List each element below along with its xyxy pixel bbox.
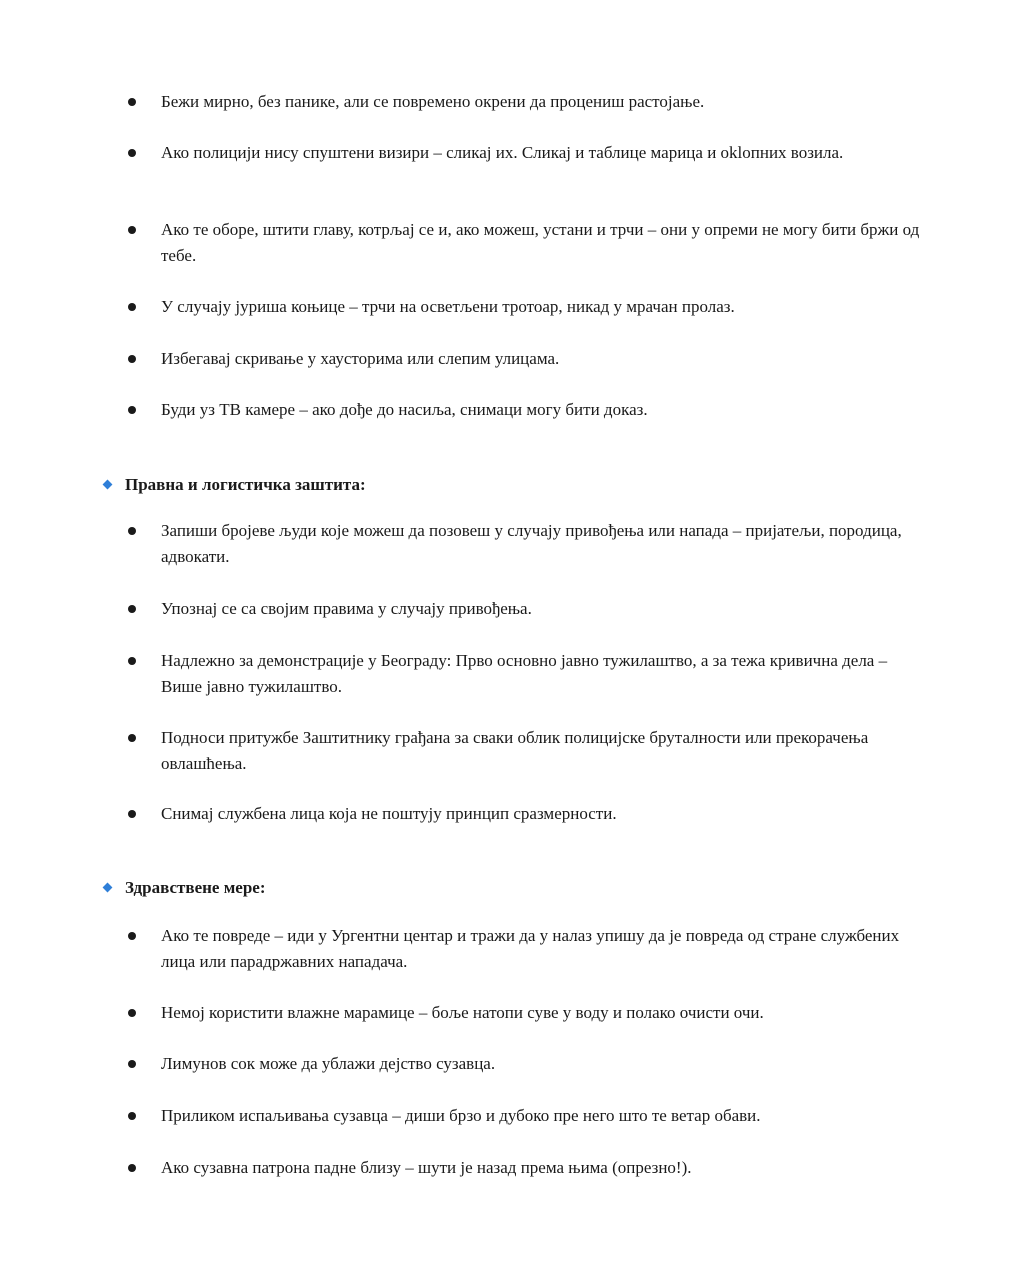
bullet-dot-icon — [128, 527, 136, 535]
list-item-text: Подноси притужбе Заштитнику грађана за сваки облик полицијске бруталности или прекорачења овлашћења. — [161, 728, 869, 773]
list-item-text: Немој користити влажне марамице – боље натопи суве у воду и полако очисти очи. — [161, 1003, 764, 1022]
bullet-dot-icon — [128, 605, 136, 613]
diamond-bullet-icon — [103, 480, 113, 490]
list-item — [128, 397, 928, 423]
list-item — [128, 217, 928, 269]
bullet-dot-icon — [128, 355, 136, 363]
bullet-dot-icon — [128, 303, 136, 311]
bullet-dot-icon — [128, 932, 136, 940]
list-item-text: Лимунов сок може да ублажи дејство сузавца. — [161, 1054, 496, 1073]
bullet-dot-icon — [128, 1009, 136, 1017]
bullet-dot-icon — [128, 1060, 136, 1068]
list-item-text: Ако полицији нису спуштени визири – сликај их. Сликај и таблице марица и оklопних возила. — [161, 143, 844, 162]
list-item-text: Избегавај скривање у хаусторима или слепим улицама. — [161, 349, 560, 368]
list-item — [128, 1051, 928, 1077]
bullet-dot-icon — [128, 1112, 136, 1120]
list-item-text: Упознај се са својим правима у случају привођења. — [161, 599, 532, 618]
list-item — [128, 346, 928, 372]
section-3-heading — [104, 875, 266, 901]
list-item — [128, 923, 928, 975]
list-item-text: Ако те оборе, штити главу, котрљај се и, ако можеш, устани и трчи – они у опреми не могу бити бржи од тебе. — [161, 220, 920, 265]
bullet-dot-icon — [128, 406, 136, 414]
bullet-dot-icon — [128, 149, 136, 157]
list-item — [128, 596, 928, 622]
list-item-text: Ако сузавна патрона падне близу – шути је назад према њима (опрезно!). — [161, 1158, 692, 1177]
section-heading-text: Правна и логистичка заштита: — [125, 475, 366, 494]
bullet-dot-icon — [128, 810, 136, 818]
section-heading-text: Здравствене мере: — [125, 878, 266, 897]
bullet-dot-icon — [128, 1164, 136, 1172]
list-item — [128, 89, 928, 115]
list-item — [128, 1103, 928, 1129]
bullet-dot-icon — [128, 734, 136, 742]
list-item — [128, 518, 928, 570]
list-item-text: Снимај службена лица која не поштују принцип сразмерности. — [161, 804, 617, 823]
list-item-text: У случају јуриша коњице – трчи на осветљени тротоар, никад у мрачан пролаз. — [161, 297, 735, 316]
list-item-text: Ако те повреде – иди у Ургентни центар и тражи да у налаз упишу да је повреда од стране службених лица или парадржавних нападача. — [161, 926, 900, 971]
list-item — [128, 140, 928, 166]
bullet-dot-icon — [128, 226, 136, 234]
bullet-dot-icon — [128, 657, 136, 665]
list-item-text: Приликом испаљивања сузавца – диши брзо и дубоко пре него што те ветар обави. — [161, 1106, 761, 1125]
list-item-text: Надлежно за демонстрације у Београду: Прво основно јавно тужилаштво, а за тежа кривична дела – Више јавно тужилаштво. — [161, 651, 888, 696]
list-item-text: Запиши бројеве људи које можеш да позовеш у случају привођења или напада – пријатељи, породица, адвокати. — [161, 521, 902, 566]
list-item — [128, 725, 928, 777]
list-item — [128, 1000, 928, 1026]
diamond-bullet-icon — [103, 883, 113, 893]
list-item — [128, 648, 928, 700]
bullet-dot-icon — [128, 98, 136, 106]
list-item — [128, 801, 928, 827]
list-item-text: Буди уз ТВ камере – ако дође до насиља, снимаци могу бити доказ. — [161, 400, 648, 419]
list-item — [128, 1155, 928, 1181]
list-item — [128, 294, 928, 320]
section-2-heading — [104, 472, 366, 498]
list-item-text: Бежи мирно, без панике, али се повремено окрени да процениш растојање. — [161, 92, 705, 111]
